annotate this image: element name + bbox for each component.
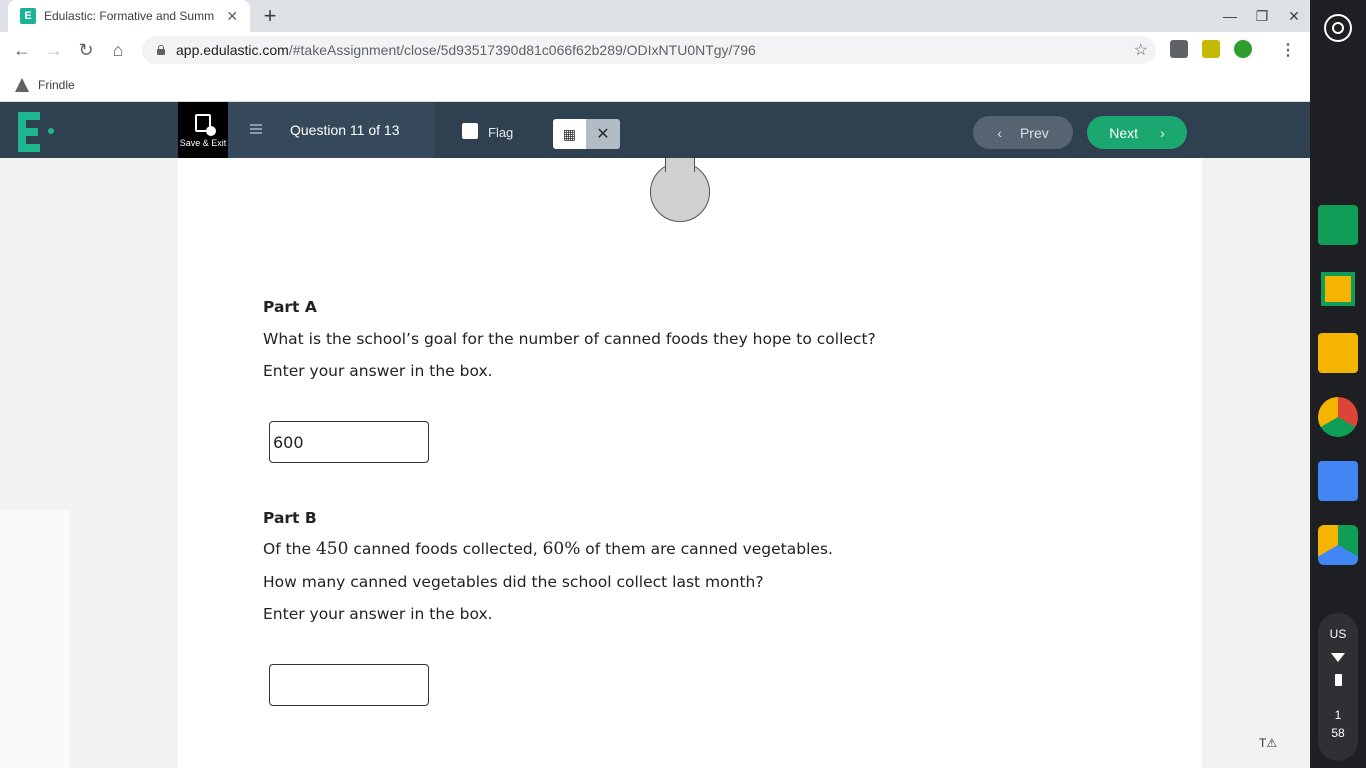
part-b-stem-1: Of the [263,540,316,558]
edulastic-logo-icon [18,112,58,152]
part-b-instruction: Enter your answer in the box. [263,605,493,623]
save-exit-label: Save & Exit [179,138,227,148]
part-a-title: Part A [263,298,317,316]
tab-close-icon[interactable]: ✕ [226,7,239,24]
save-exit-icon [195,114,211,132]
prev-label: Prev [1019,124,1049,141]
extension-classroom-icon[interactable] [1202,40,1220,58]
tab-edulastic[interactable] [8,0,250,32]
question-counter: Question 11 of 13 [290,122,400,138]
edulastic-favicon-icon: E [20,8,36,24]
bookmarks-bar [0,68,1310,102]
report-issue-icon[interactable]: T⚠ [1259,736,1278,750]
launcher-icon[interactable] [1324,14,1352,42]
clock-minute: 58 [1331,726,1345,740]
math-60-percent: 60% [542,539,581,559]
google-drive-icon[interactable] [1318,525,1358,565]
bookmark-star-icon[interactable]: ☆ [1133,42,1148,59]
flag-label: Flag [488,125,514,140]
math-450: 450 [315,539,349,559]
extension-power-icon[interactable] [1234,40,1252,58]
menu-icon[interactable] [250,124,262,134]
browser-toolbar [0,32,1310,68]
battery-icon [1335,674,1342,686]
left-panel [0,510,70,768]
extension-shield-icon[interactable] [1170,40,1188,58]
tab-title: Edulastic: Formative and Summ [44,9,215,23]
lightbulb-fill [666,158,694,174]
new-tab-icon[interactable]: + [263,3,277,28]
ime-indicator: US [1329,627,1347,641]
next-button[interactable] [1087,116,1187,149]
prev-button[interactable] [973,116,1073,149]
address-bar[interactable] [142,36,1156,64]
close-window-icon[interactable]: ✕ [1288,7,1300,24]
question-nav-section [228,102,434,158]
status-tray[interactable] [1318,613,1358,761]
clock-hour: 1 [1334,708,1342,722]
chevron-left-icon: ‹ [997,124,1002,141]
calculator-icon[interactable]: ▦ [553,119,586,149]
part-b-answer-input[interactable] [269,664,429,706]
back-icon[interactable]: ← [13,39,31,60]
minimize-icon[interactable]: — [1223,8,1237,24]
google-docs-icon[interactable] [1318,461,1358,501]
home-icon[interactable]: ⌂ [112,39,124,60]
chevron-right-icon: › [1160,124,1165,141]
frindle-bookmark-icon [14,77,30,93]
chromeos-shelf [1310,0,1366,768]
bookmark-frindle[interactable]: Frindle [38,77,75,92]
chrome-menu-icon[interactable]: ⋮ [1280,42,1296,59]
chrome-icon[interactable] [1318,397,1358,437]
reload-icon[interactable]: ↻ [78,39,94,60]
google-slides-icon[interactable] [1318,333,1358,373]
flag-checkbox[interactable] [462,123,478,139]
part-b-title: Part B [263,509,317,527]
save-exit-button[interactable] [178,102,228,158]
part-b-stem [263,539,833,559]
part-a-answer-input[interactable] [269,421,429,463]
part-b-stem-3: of them are canned vegetables. [580,540,833,558]
url-path: /#takeAssignment/close/5d93517390d81c066f62b289/ODIxNTU0NTgy/796 [288,42,756,58]
maximize-icon[interactable]: ❐ [1255,7,1269,24]
close-tool-icon[interactable]: ✕ [586,119,620,149]
part-b-prompt: How many canned vegetables did the school collect last month? [263,573,764,591]
wifi-icon [1331,653,1345,662]
url-host: app.edulastic.com [176,42,289,58]
google-sheets-icon[interactable] [1318,205,1358,245]
tab-strip [0,0,1310,32]
calculator-toolbar [553,119,620,149]
lock-icon [156,45,166,55]
forward-icon[interactable]: → [45,39,63,60]
part-a-prompt: What is the school’s goal for the number of canned foods they hope to collect? [263,330,876,348]
part-a-instruction: Enter your answer in the box. [263,362,493,380]
google-classroom-icon[interactable] [1318,269,1358,309]
next-label: Next [1109,124,1139,141]
part-b-stem-2: canned foods collected, [348,540,543,558]
